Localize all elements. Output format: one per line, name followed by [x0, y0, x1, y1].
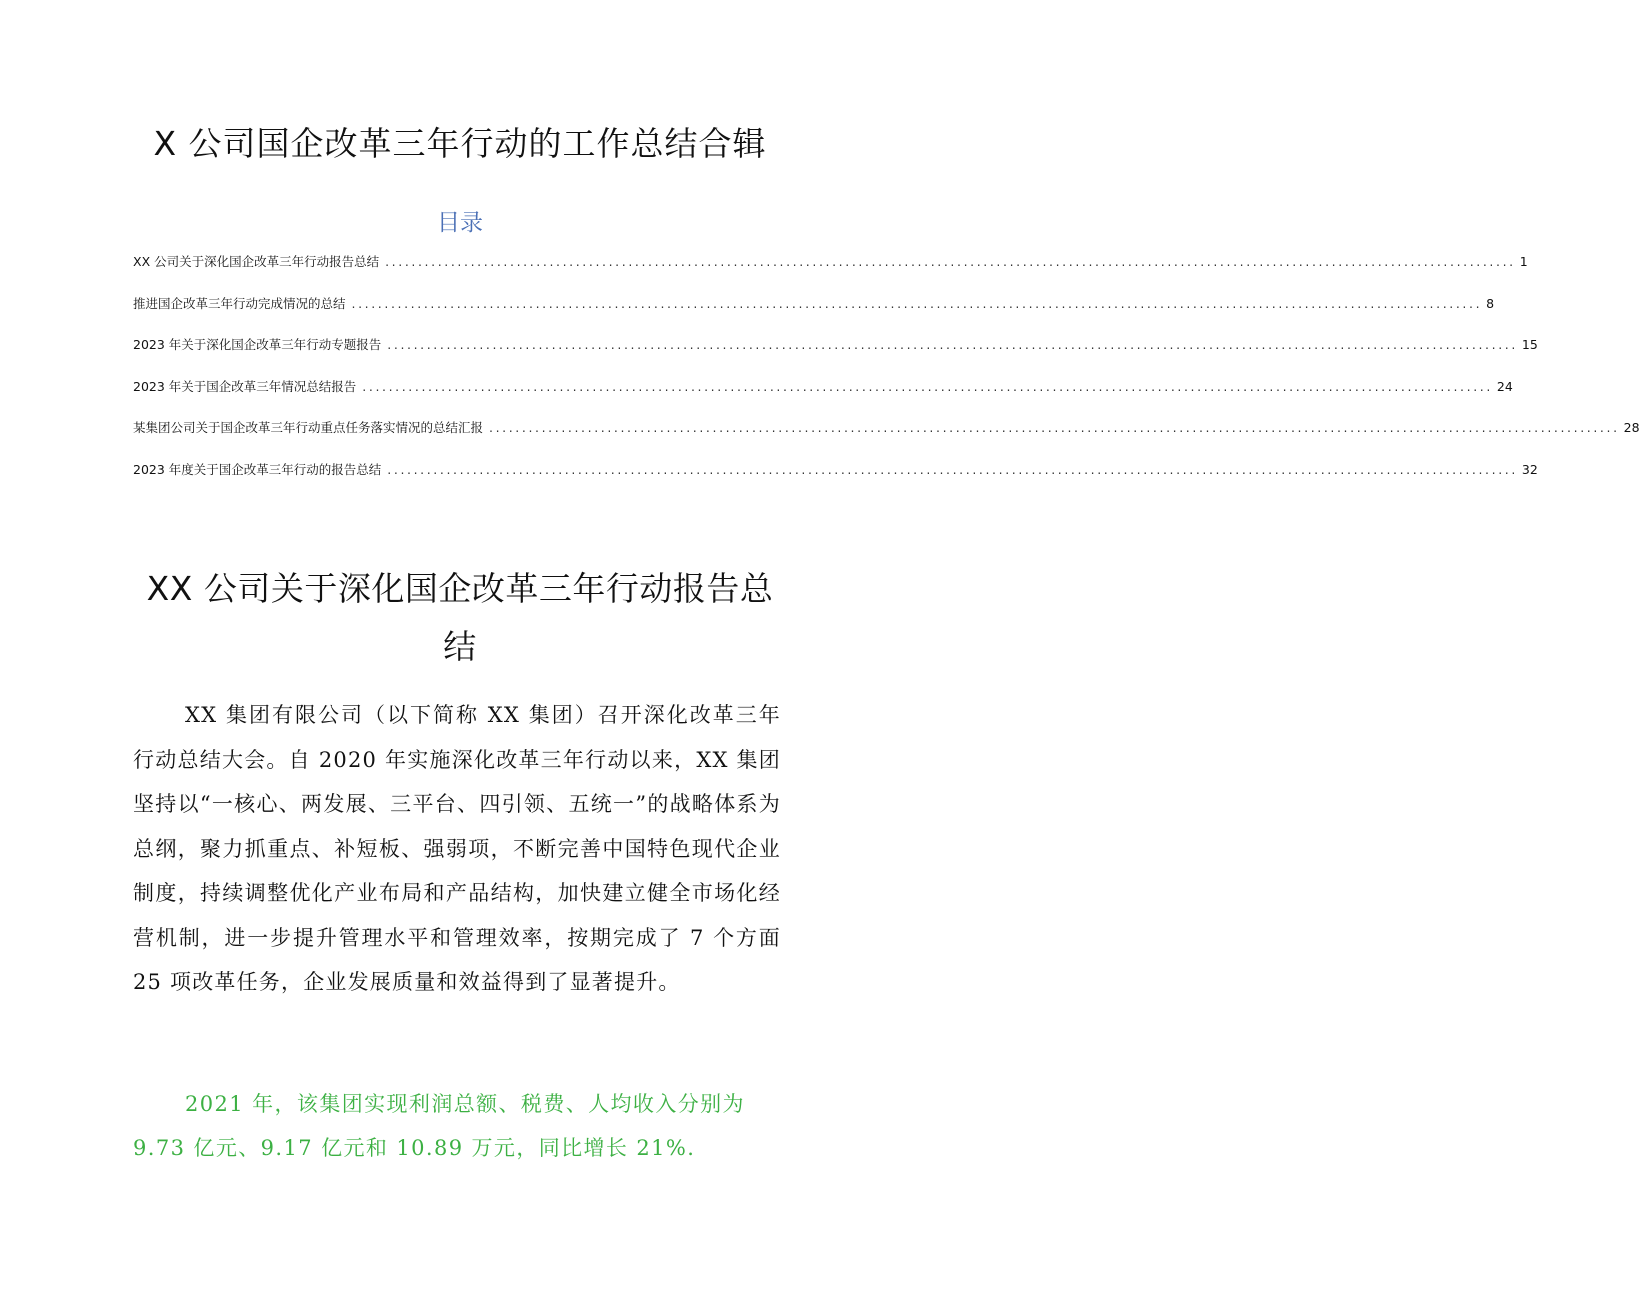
- toc-entry-page: 1: [1519, 254, 1528, 269]
- toc-entry[interactable]: [133, 377, 1513, 419]
- document-title: X 公司国企改革三年行动的工作总结合辑: [153, 124, 767, 163]
- toc-entry-page: 15: [1521, 337, 1538, 352]
- body-paragraph: XX 集团有限公司（以下简称 XX 集团）召开深化改革三年行动总结大会。自 2020 年实施深化改革三年行动以来，XX 集团坚持以“一核心、两发展、三平台、四引领、五统一”的战略体系为总纲，聚力抓重点、补短板、强弱项，不断完善中国特色现代企业制度，持续调整优化产业布局和产品结构，加快建立健全市场化经营机制，进一步提升管理水平和管理效率，按期完成了 7 个方面 25 项改革任务，企业发展质量和效益得到了显著提升。: [133, 703, 781, 994]
- toc-entry-page: 24: [1496, 378, 1513, 394]
- highlight-paragraph: 2021 年，该集团实现利润总额、税费、人均收入分别为 9.73 亿元、9.17 亿元和 10.89 万元，同比增长 21%.: [133, 1092, 745, 1160]
- toc-entry[interactable]: [133, 252, 1528, 294]
- toc-leader-dots: ............................................................................................................................................................................: [351, 295, 1483, 311]
- toc-entry-title: 推进国企改革三年行动完成情况的总结: [133, 295, 346, 311]
- toc-entry-title: 2023 年关于国企改革三年情况总结报告: [133, 378, 357, 394]
- section-title: XX 公司关于深化国企改革三年行动报告总结: [146, 569, 774, 666]
- toc-leader-dots: ............................................................................................................................................................................: [489, 420, 1620, 435]
- toc-entry-title: 某集团公司关于国企改革三年行动重点任务落实情况的总结汇报: [133, 420, 484, 435]
- toc-entry[interactable]: [133, 418, 1640, 460]
- toc-entry[interactable]: [133, 294, 1495, 336]
- table-of-contents: [133, 252, 1640, 501]
- toc-heading: 目录: [437, 210, 483, 236]
- toc-leader-dots: ............................................................................................................................................................................: [385, 254, 1516, 269]
- toc-leader-dots: ............................................................................................................................................................................: [387, 337, 1518, 352]
- toc-leader-dots: ............................................................................................................................................................................: [362, 378, 1493, 394]
- toc-entry-page: 32: [1521, 461, 1538, 477]
- toc-entry-title: 2023 年度关于国企改革三年行动的报告总结: [133, 461, 382, 477]
- toc-entry-page: 8: [1486, 295, 1495, 311]
- toc-entry[interactable]: [133, 335, 1538, 377]
- toc-entry-title: XX 公司关于深化国企改革三年行动报告总结: [133, 254, 380, 269]
- toc-entry-page: 28: [1623, 420, 1640, 435]
- toc-entry-title: 2023 年关于深化国企改革三年行动专题报告: [133, 337, 382, 352]
- toc-leader-dots: ............................................................................................................................................................................: [387, 461, 1518, 477]
- toc-entry[interactable]: [133, 460, 1538, 502]
